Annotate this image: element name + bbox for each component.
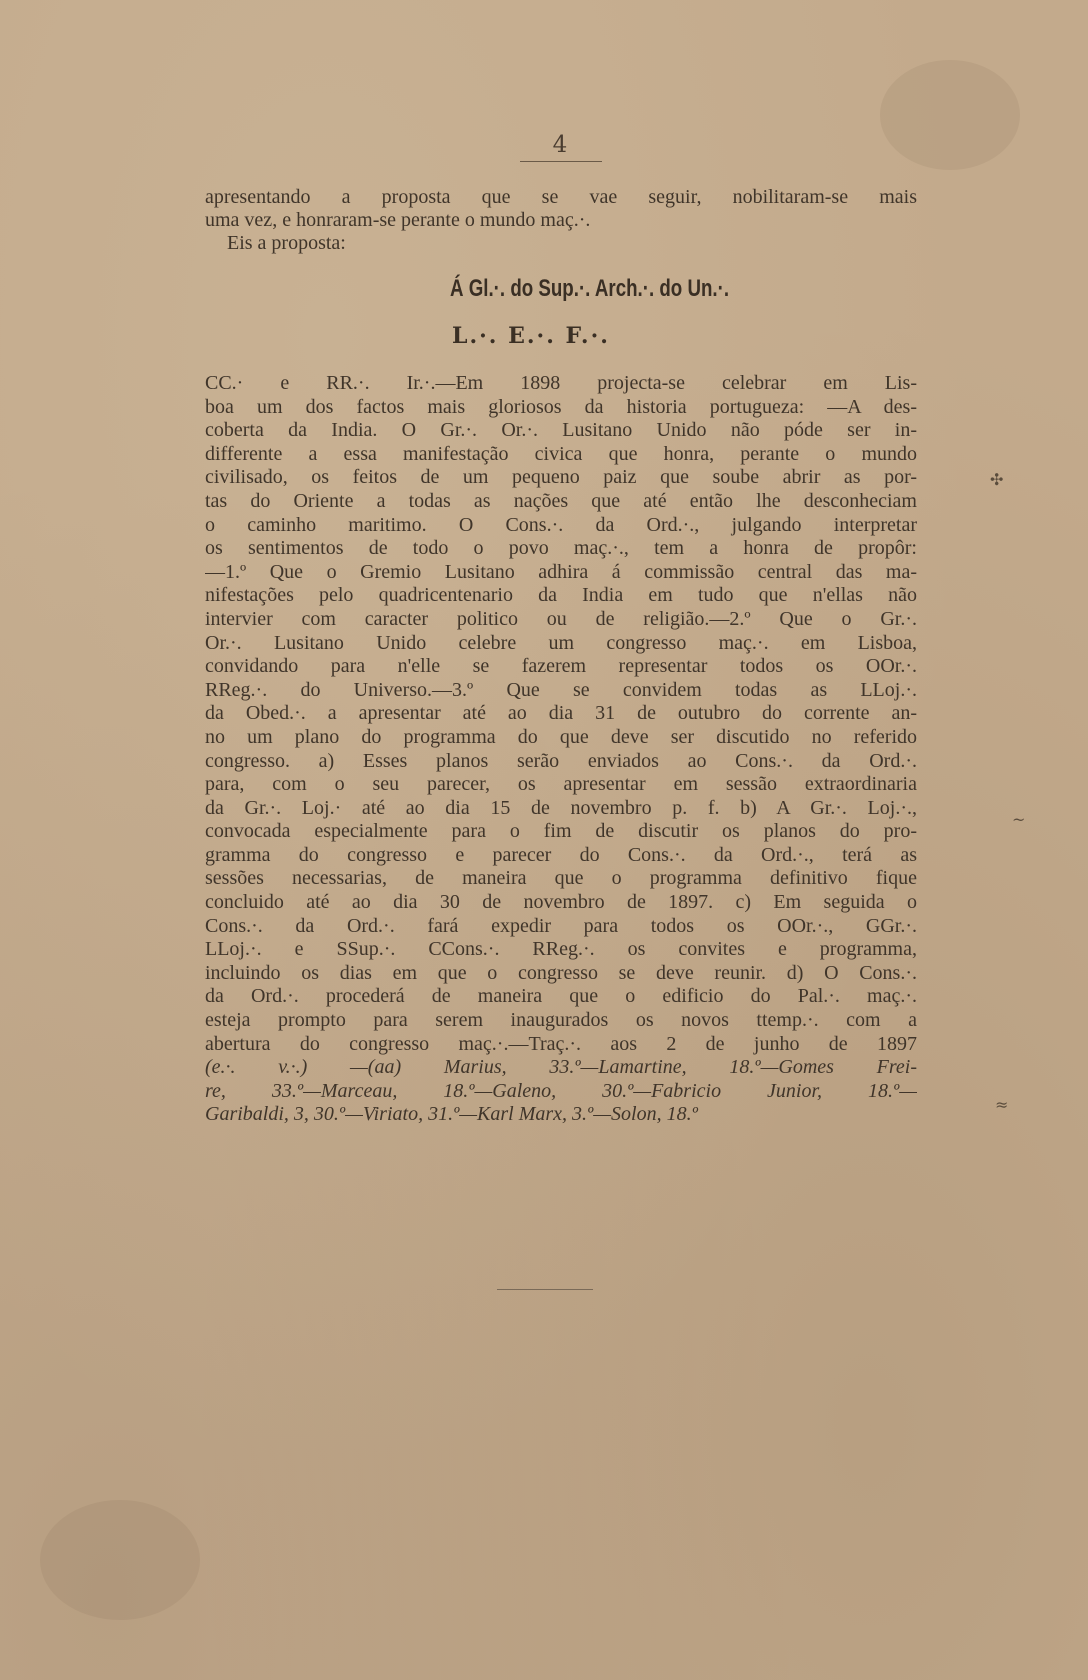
dedication-heading: Á Gl.·. do Sup.·. Arch.·. do Un.·.: [450, 275, 730, 302]
proposal-line: da Gr.·. Loj.· até ao dia 15 de novembro p. f. b) A Gr.·. Loj.·.,: [205, 796, 917, 819]
proposal-line: esteja prompto para serem inaugurados os novos ttemp.·. com a: [205, 1009, 917, 1032]
proposal-line: da Ord.·. procederá de maneira que o edificio do Pal.·. maç.·.: [205, 985, 917, 1008]
paper-stain: [880, 60, 1020, 170]
proposal-line: os sentimentos de todo o povo maç.·., tem a honra de propôr:: [205, 537, 917, 560]
proposal-text: [205, 372, 917, 1127]
proposal-line: differente a essa manifestação civica que honra, perante o mundo: [205, 442, 917, 465]
proposal-line: no um plano do programma do que deve ser discutido no referido: [205, 725, 917, 748]
signature-line: (e.·. v.·.) —(aa) Marius, 33.º—Lamartine, 18.º—Gomes Frei-: [205, 1056, 917, 1079]
motto-heading: L.·. E.·. F.·.: [452, 323, 610, 349]
closing-rule: [497, 1289, 593, 1290]
proposal-line: gramma do congresso e parecer do Cons.·. da Ord.·., terá as: [205, 843, 917, 866]
proposal-line: convocada especialmente para o fim de discutir os planos do pro-: [205, 820, 917, 843]
proposal-line: convidando para n'elle se fazerem representar todos os OOr.·.: [205, 655, 917, 678]
margin-ornament-icon: ≈: [995, 1095, 1009, 1114]
proposal-line: LLoj.·. e SSup.·. CCons.·. RReg.·. os convites e programma,: [205, 938, 917, 961]
proposal-line: congresso. a) Esses planos serão enviados ao Cons.·. da Ord.·.: [205, 749, 917, 772]
intro-line: apresentando a proposta que se vae seguir, nobilitaram-se mais: [205, 186, 917, 208]
proposal-line: Cons.·. da Ord.·. fará expedir para todos os OOr.·., GGr.·.: [205, 914, 917, 937]
proposal-line: incluindo os dias em que o congresso se deve reunir. d) O Cons.·.: [205, 961, 917, 984]
margin-ornament-icon: ~: [1012, 810, 1026, 829]
proposal-line: para, com o seu parecer, os apresentar em sessão extraordinaria: [205, 773, 917, 796]
proposal-line: nifestações pelo quadricentenario da India em tudo que n'ellas não: [205, 584, 917, 607]
paper-stain: [40, 1500, 200, 1620]
proposal-line: da Obed.·. a apresentar até ao dia 31 de outubro do corrente an-: [205, 702, 917, 725]
proposal-line: —1.º Que o Gremio Lusitano adhira á commissão central das ma-: [205, 560, 917, 583]
proposal-line: sessões necessarias, de maneira que o programma definitivo fique: [205, 867, 917, 890]
proposal-line: concluido até ao dia 30 de novembro de 1897. c) Em seguida o: [205, 891, 917, 914]
intro-line: uma vez, e honraram-se perante o mundo maç.·.: [205, 209, 591, 232]
page-number-rule: [520, 161, 602, 162]
intro-line: Eis a proposta:: [227, 232, 346, 255]
proposal-line: boa um dos factos mais gloriosos da historia portugueza: —A des-: [205, 395, 917, 418]
proposal-line: RReg.·. do Universo.—3.º Que se convidem todas as LLoj.·.: [205, 678, 917, 701]
proposal-line: abertura do congresso maç.·.—Traç.·. aos 2 de junho de 1897: [205, 1032, 917, 1055]
proposal-line: Or.·. Lusitano Unido celebre um congresso maç.·. em Lisboa,: [205, 631, 917, 654]
margin-ornament-icon: ✣: [990, 470, 1004, 489]
proposal-line: tas do Oriente a todas as nações que até então lhe desconheciam: [205, 489, 917, 512]
proposal-line: intervier com caracter politico ou de religião.—2.º Que o Gr.·.: [205, 607, 917, 630]
page-number: 4: [552, 132, 568, 158]
proposal-line: coberta da India. O Gr.·. Or.·. Lusitano Unido não póde ser in-: [205, 419, 917, 442]
proposal-line: civilisado, os feitos de um pequeno paiz que soube abrir as por-: [205, 466, 917, 489]
signature-line: Garibaldi, 3, 30.º—Viriato, 31.º—Karl Marx, 3.º—Solon, 18.º: [205, 1103, 698, 1126]
intro-paragraph: [205, 186, 917, 256]
proposal-line: o caminho maritimo. O Cons.·. da Ord.·., julgando interpretar: [205, 513, 917, 536]
proposal-line: CC.· e RR.·. Ir.·.—Em 1898 projecta-se celebrar em Lis-: [205, 372, 917, 394]
signature-line: re, 33.º—Marceau, 18.º—Galeno, 30.º—Fabricio Junior, 18.º—: [205, 1079, 917, 1102]
